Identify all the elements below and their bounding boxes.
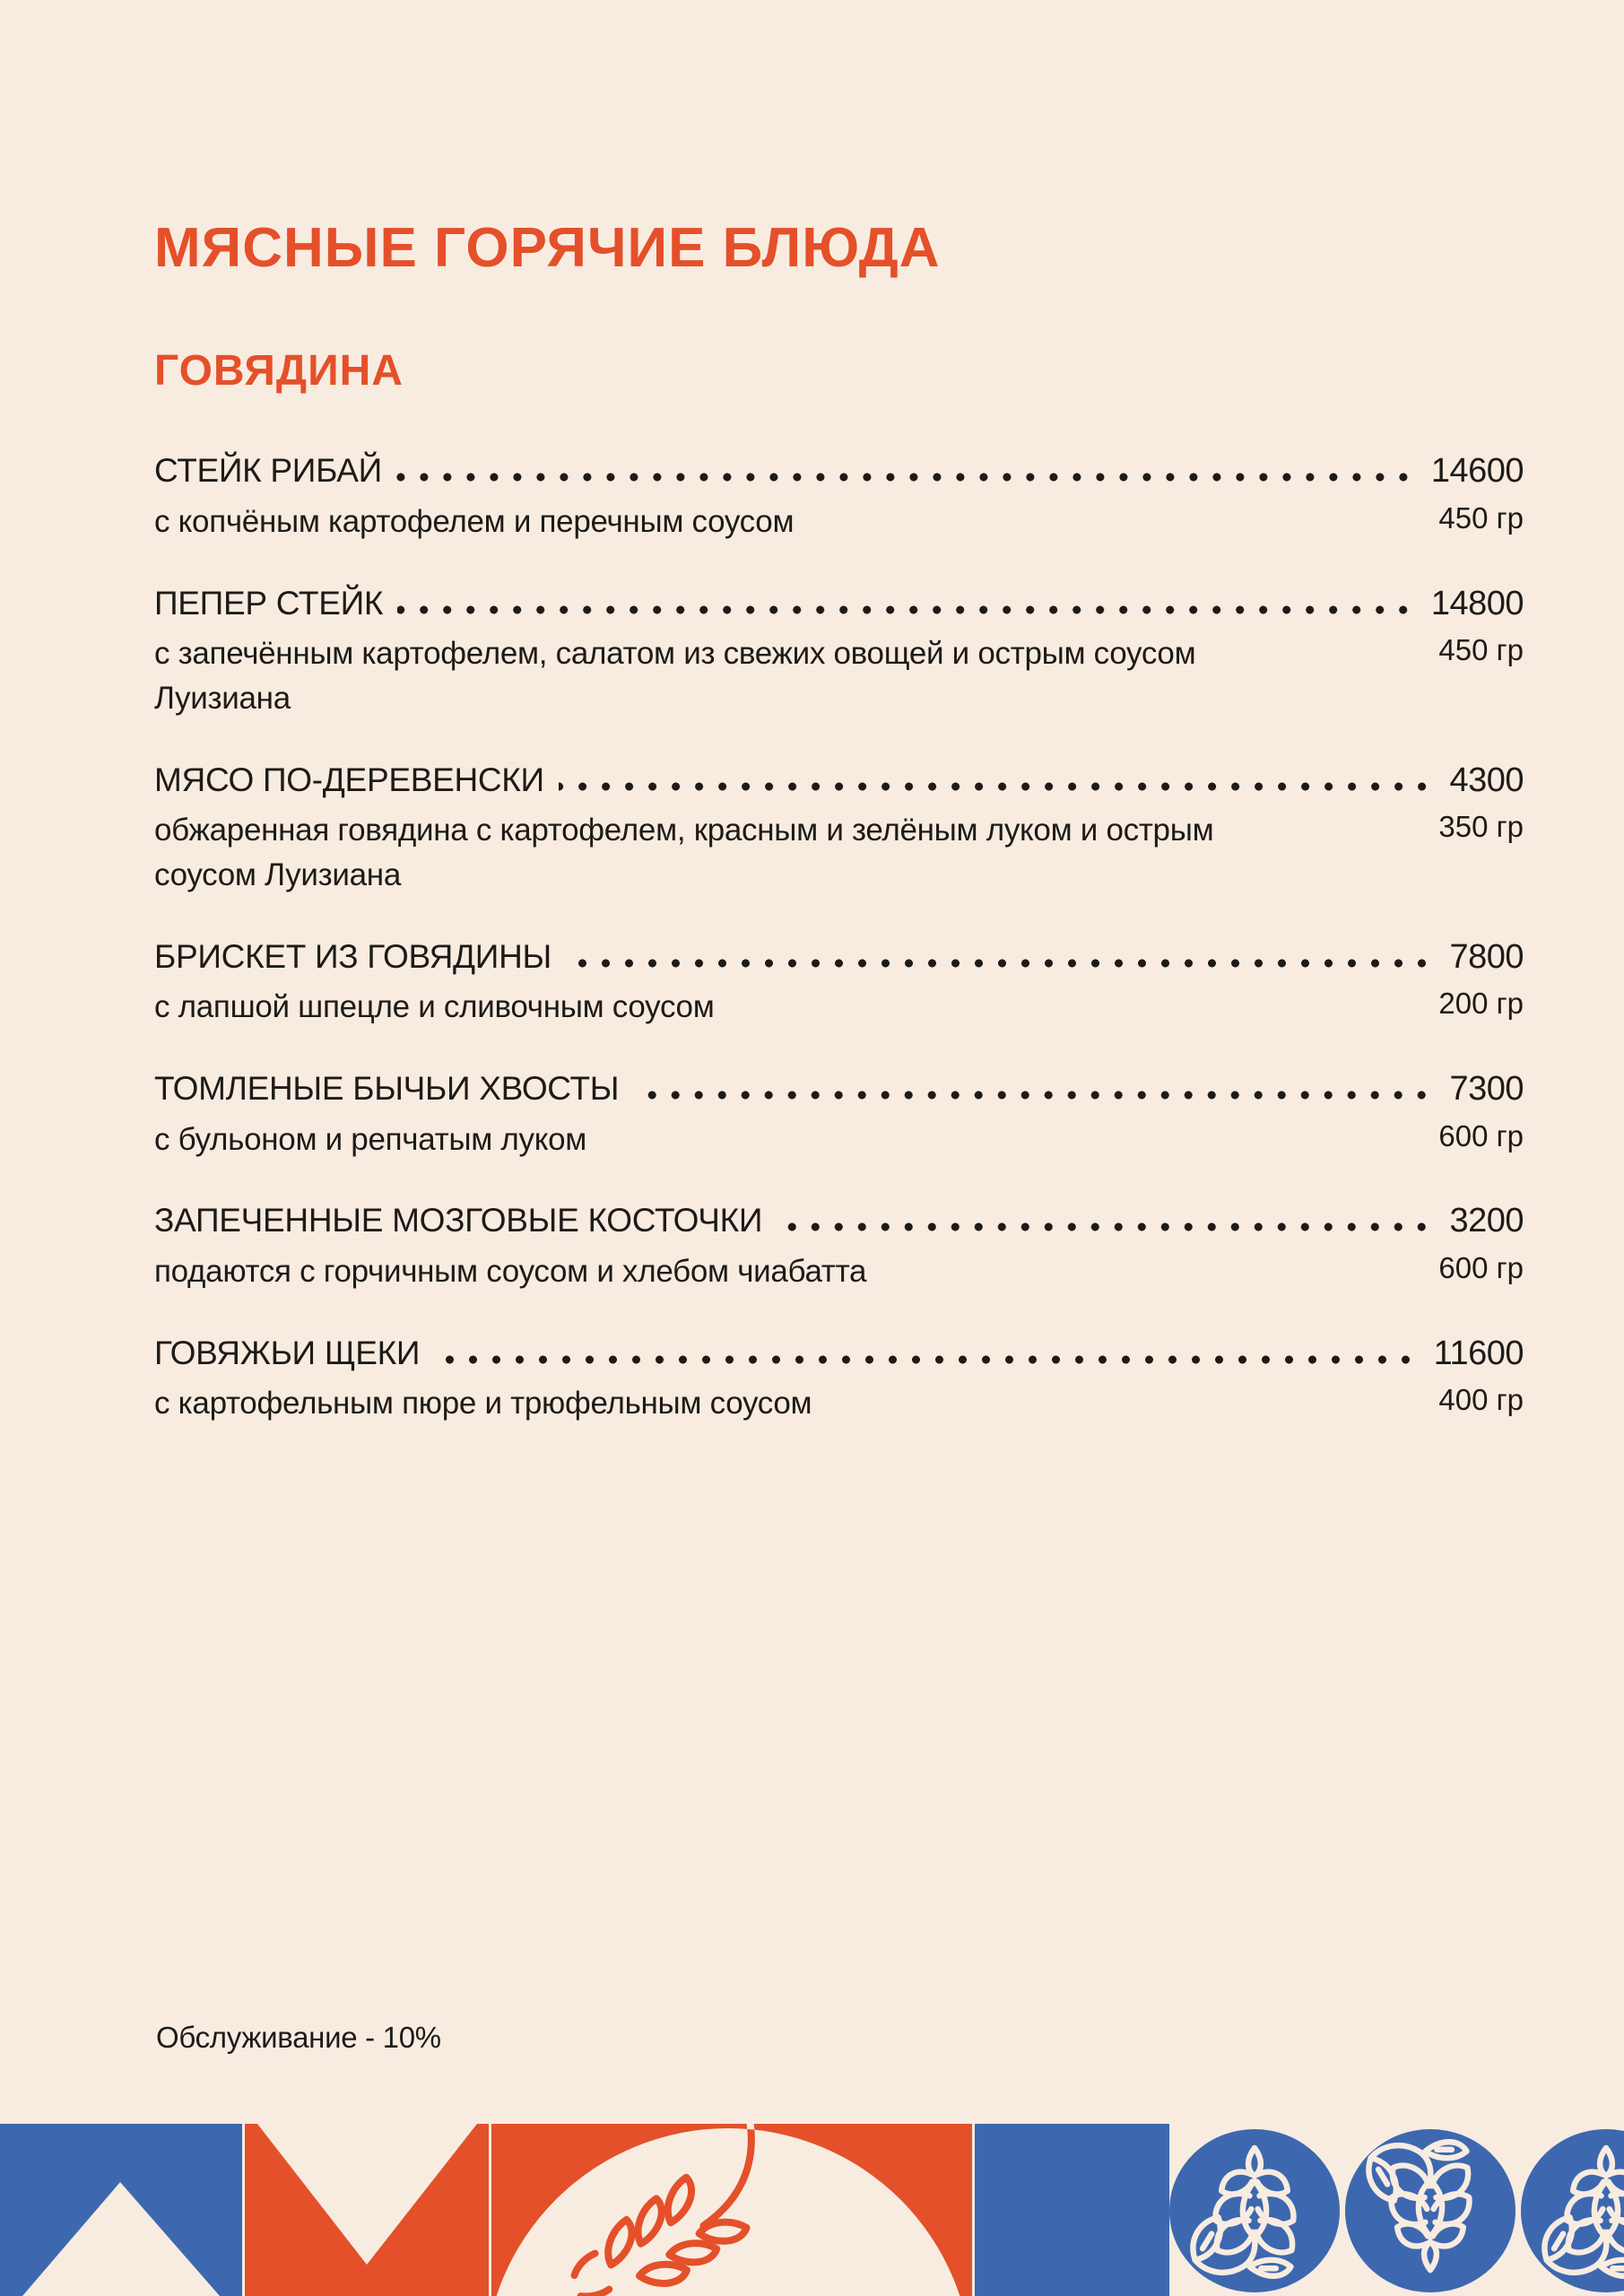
footer-shape-orange-dome	[484, 2124, 972, 2296]
dish-name: ПЕПЕР СТЕЙК	[154, 584, 384, 622]
menu-item	[154, 451, 1524, 544]
dish-description: обжаренная говядина с картофелем, красным и зелёным луком и острым соусом Луизиана	[154, 813, 1214, 893]
dish-name: БРИСКЕТ ИЗ ГОВЯДИНЫ	[154, 937, 551, 975]
dish-row	[154, 937, 1524, 978]
dotted-leader	[397, 605, 1422, 614]
dish-description: с копчёным картофелем и перечным соусом	[154, 504, 795, 540]
dish-description: с запечённым картофелем, салатом из свежих овощей и острым соусом Луизиана	[154, 636, 1196, 717]
dotted-leader	[566, 959, 1441, 968]
section-title: ГОВЯДИНА	[154, 347, 404, 396]
page-title: МЯСНЫЕ ГОРЯЧИЕ БЛЮДА	[154, 217, 941, 279]
dotted-leader	[559, 782, 1441, 791]
hops-icon	[1521, 2129, 1624, 2292]
dotted-leader	[434, 1355, 1425, 1364]
dish-row	[154, 1201, 1524, 1242]
dish-weight: 200 гр	[1438, 987, 1524, 1021]
menu-item	[154, 584, 1524, 721]
footer-shape-orange-v	[245, 2124, 489, 2296]
menu-item	[154, 761, 1524, 898]
dish-row	[154, 451, 1524, 492]
dotted-leader	[396, 473, 1422, 482]
dish-weight: 600 гр	[1438, 1250, 1524, 1284]
dish-subrow	[154, 1249, 1524, 1294]
dish-weight: 400 гр	[1438, 1383, 1524, 1417]
dish-weight: 350 гр	[1438, 810, 1524, 844]
hops-icon	[1345, 2129, 1515, 2292]
dish-subrow	[154, 1118, 1524, 1162]
footer-shape-blue-peak	[0, 2124, 242, 2296]
dish-price: 14800	[1430, 584, 1524, 622]
dish-description: подаются с горчичным соусом и хлебом чиабатта	[154, 1253, 867, 1289]
dish-name: ГОВЯЖЬИ ЩЕКИ	[154, 1334, 421, 1371]
hops-icon	[1169, 2129, 1340, 2292]
dish-subrow	[154, 1381, 1524, 1426]
dish-description: с бульоном и репчатым луком	[154, 1121, 587, 1157]
service-note: Обслуживание - 10%	[156, 2021, 441, 2054]
dish-price: 3200	[1449, 1202, 1524, 1240]
menu-item	[154, 937, 1524, 1030]
dotted-leader	[777, 1222, 1440, 1231]
dish-description: с лапшой шпецле и сливочным соусом	[154, 989, 715, 1025]
dish-row	[154, 1069, 1524, 1110]
dish-name: МЯСО ПО-ДЕРЕВЕНСКИ	[154, 761, 544, 798]
menu-item	[154, 1334, 1524, 1426]
dish-name: СТЕЙК РИБАЙ	[154, 452, 382, 490]
dish-description: с картофельным пюре и трюфельным соусом	[154, 1386, 812, 1422]
menu-item	[154, 1201, 1524, 1293]
dish-name: ЗАПЕЧЕННЫЕ МОЗГОВЫЕ КОСТОЧКИ	[154, 1202, 763, 1239]
dish-row	[154, 1334, 1524, 1375]
menu-list	[154, 451, 1524, 1425]
dish-name: ТОМЛЕНЫЕ БЫЧЬИ ХВОСТЫ	[154, 1069, 620, 1107]
dish-row	[154, 761, 1524, 802]
dish-price: 4300	[1449, 761, 1524, 799]
footer-shape-blue-block	[975, 2124, 1169, 2296]
menu-item	[154, 1069, 1524, 1161]
dish-price: 11600	[1433, 1334, 1524, 1372]
dish-weight: 450 гр	[1438, 633, 1524, 667]
dish-price: 7300	[1449, 1069, 1524, 1108]
dish-price: 14600	[1430, 452, 1524, 491]
dish-weight: 600 гр	[1438, 1118, 1524, 1152]
dish-subrow	[154, 808, 1524, 897]
dotted-leader	[633, 1091, 1440, 1100]
dish-weight: 450 гр	[1438, 501, 1524, 535]
dish-subrow	[154, 985, 1524, 1030]
dish-subrow	[154, 500, 1524, 544]
footer-decoration	[0, 2124, 1624, 2296]
dish-price: 7800	[1449, 937, 1524, 976]
dish-row	[154, 584, 1524, 625]
dish-subrow	[154, 631, 1524, 720]
